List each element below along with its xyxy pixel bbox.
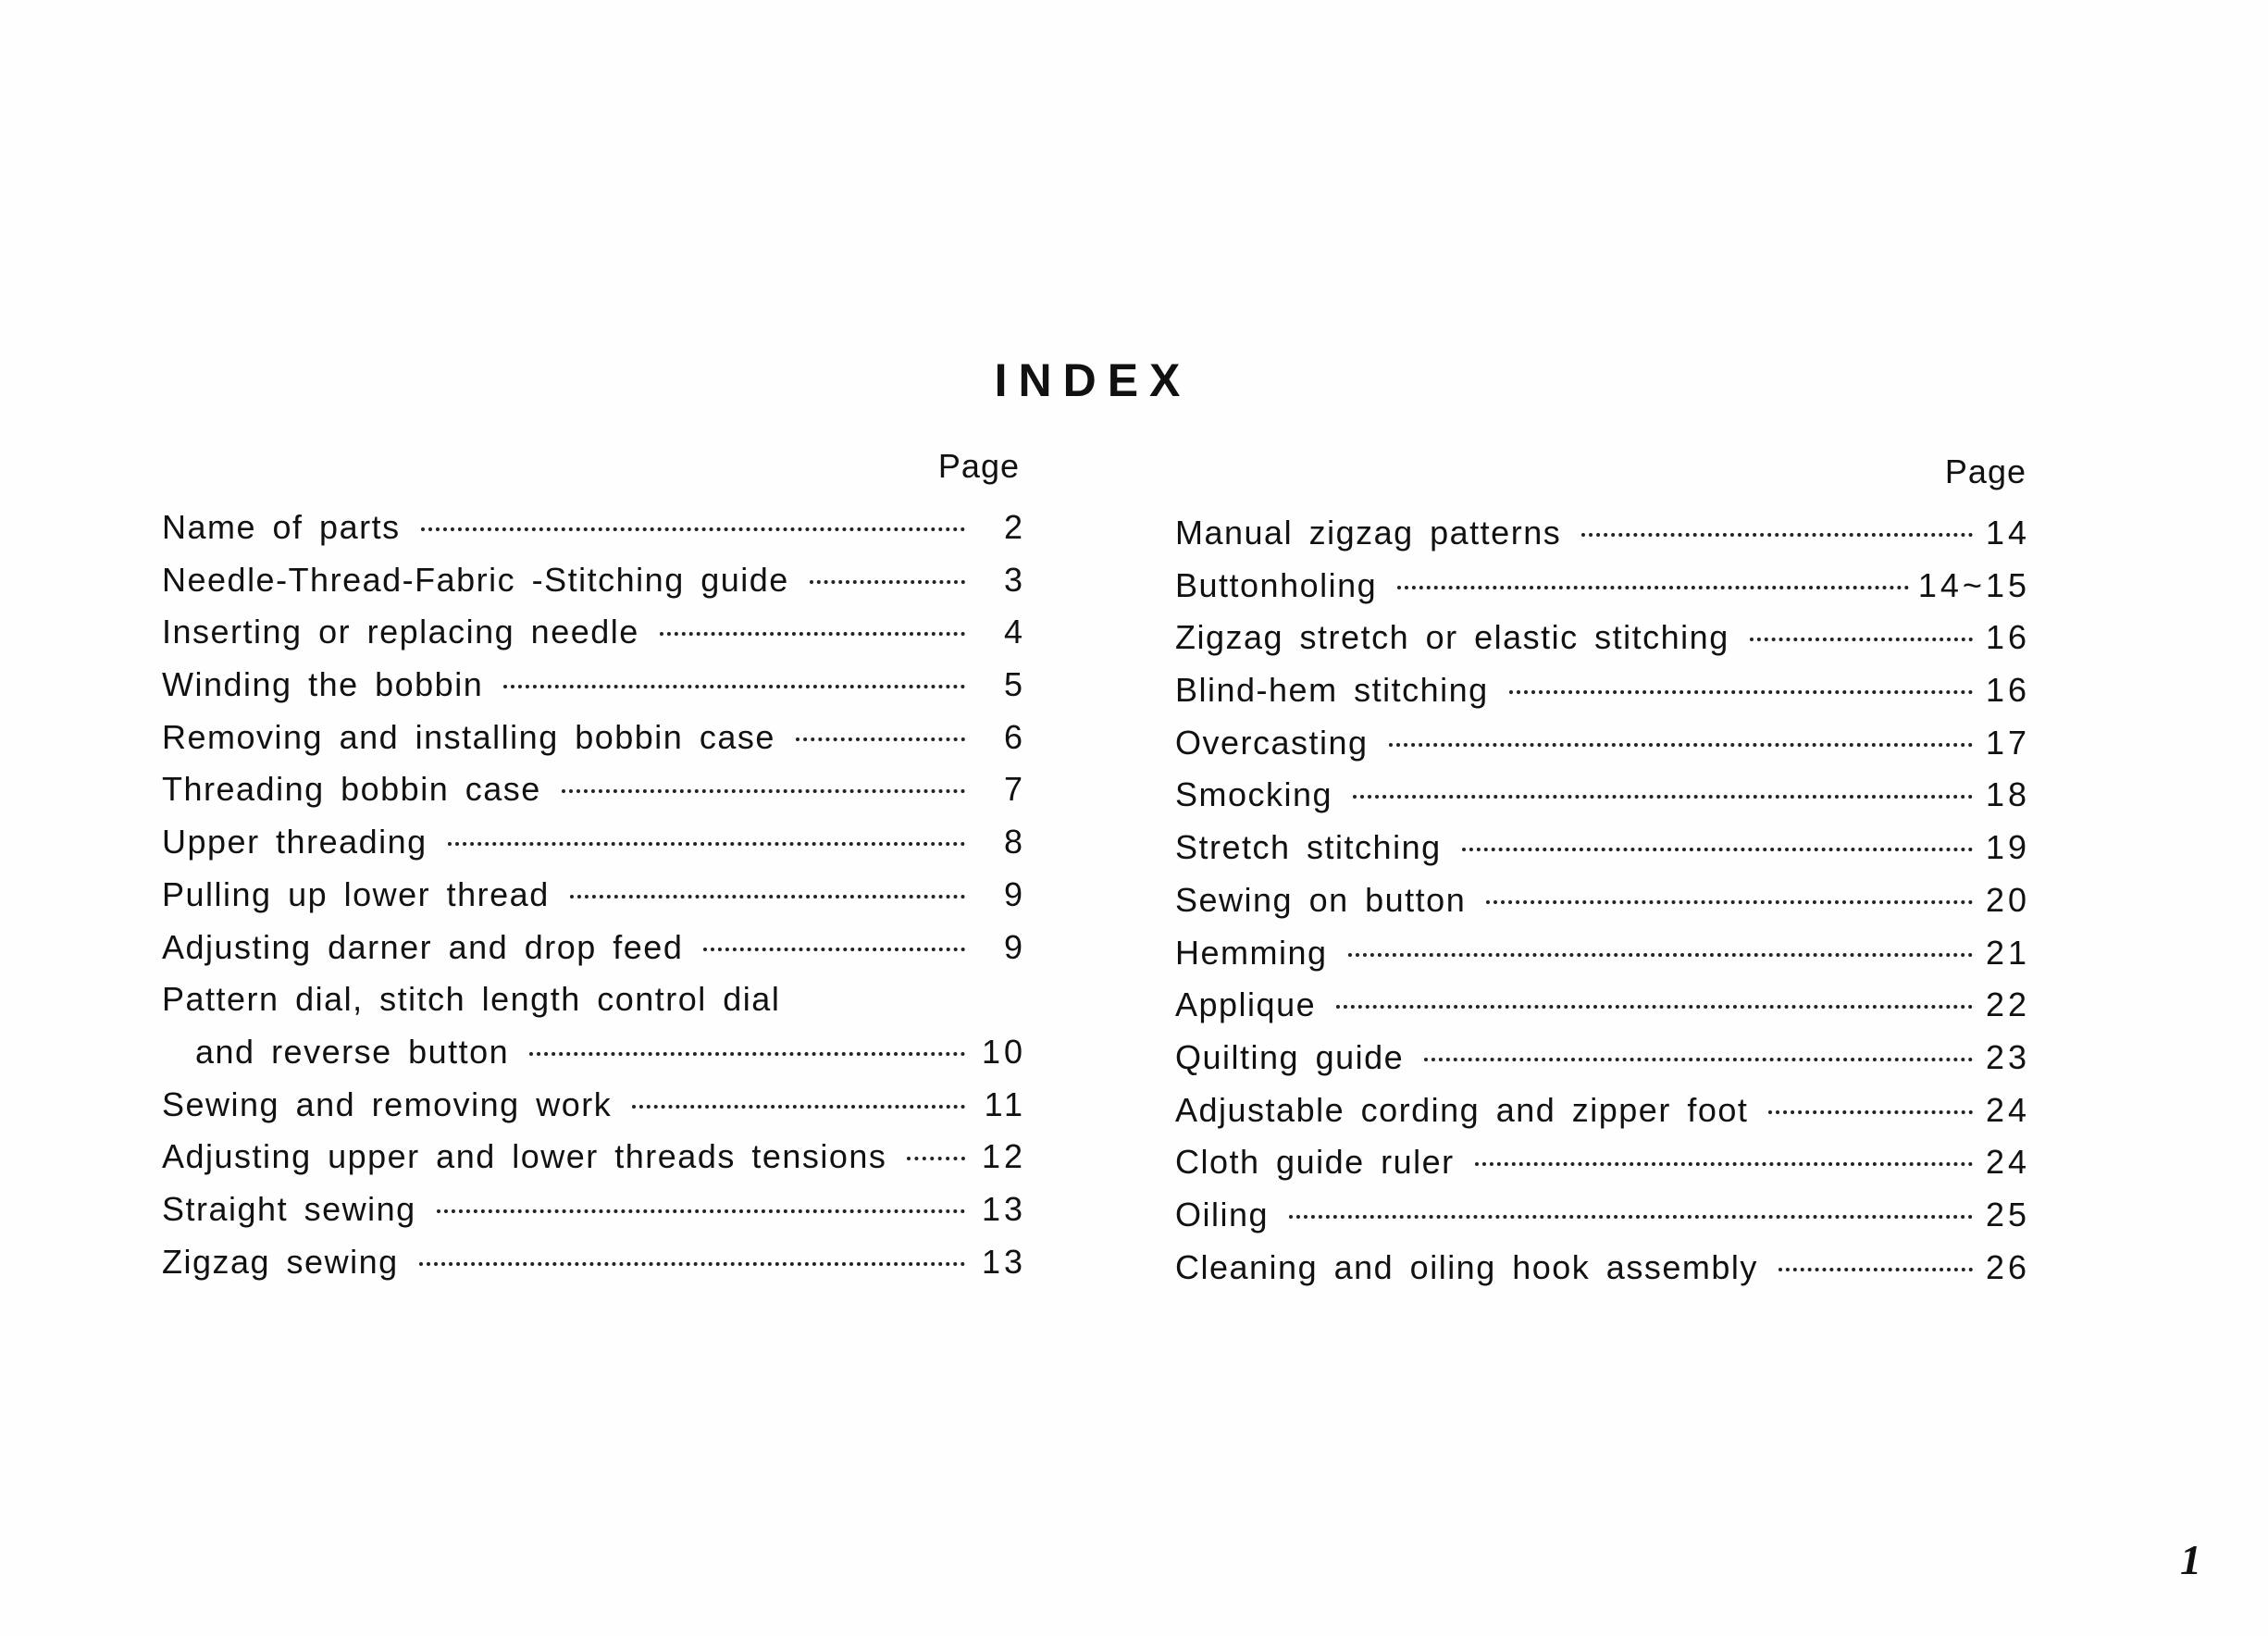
- entry-label: Upper threading: [162, 823, 428, 861]
- page-folio: 1: [2180, 1536, 2201, 1583]
- entry-page: 5: [1003, 665, 1026, 704]
- dot-leader: [437, 1209, 965, 1213]
- index-entry: [1175, 717, 2030, 770]
- index-entry: [162, 554, 1026, 607]
- dot-leader: [1289, 1215, 1973, 1219]
- index-entry: [1175, 979, 2030, 1032]
- entry-label: Quilting guide: [1175, 1037, 1405, 1076]
- dot-leader: [810, 580, 965, 584]
- entry-page: 26: [1985, 1247, 2030, 1286]
- entry-page: 8: [1003, 823, 1026, 861]
- index-entry: [1175, 612, 2030, 664]
- index-entry: [1175, 1189, 2030, 1242]
- index-entry: [1175, 507, 2030, 560]
- entry-page: 23: [1985, 1037, 2030, 1076]
- index-entry: [1175, 1242, 2030, 1295]
- entry-label: Zigzag stretch or elastic stitching: [1175, 618, 1729, 657]
- entry-page: 18: [1985, 775, 2030, 814]
- index-column-right: [1175, 452, 2030, 1294]
- entry-page: 21: [1985, 933, 2030, 972]
- entry-page: 12: [981, 1137, 1026, 1176]
- entry-page: 22: [1985, 985, 2030, 1024]
- index-entry: [1175, 769, 2030, 822]
- entry-page: 3: [1003, 560, 1026, 599]
- entry-page: 11: [984, 1084, 1026, 1123]
- entry-label: Sewing on button: [1175, 880, 1467, 919]
- dot-leader: [703, 948, 965, 951]
- entry-page: 16: [1985, 671, 2030, 710]
- index-entry: [162, 763, 1026, 816]
- entry-label: Cleaning and oiling hook assembly: [1175, 1247, 1758, 1286]
- dot-leader: [529, 1052, 965, 1056]
- entry-label: Stretch stitching: [1175, 828, 1442, 867]
- entry-label: Overcasting: [1175, 723, 1369, 762]
- entry-page: 14~15: [1917, 565, 2030, 604]
- entry-page: 4: [1003, 613, 1026, 651]
- dot-leader: [448, 842, 965, 846]
- index-column-left: [162, 446, 1026, 1288]
- entry-label: Adjustable cording and zipper foot: [1175, 1090, 1749, 1129]
- entry-label: Needle-Thread-Fabric -Stitching guide: [162, 560, 789, 599]
- dot-leader: [1509, 690, 1973, 694]
- entry-label: Pulling up lower thread: [162, 874, 550, 913]
- entry-page: 17: [1985, 723, 2030, 762]
- index-entry: [162, 816, 1026, 869]
- entry-label: Manual zigzag patterns: [1175, 514, 1562, 552]
- index-entry: [162, 869, 1026, 922]
- index-entry: [162, 922, 1026, 974]
- index-entry: [162, 659, 1026, 712]
- dot-leader: [1462, 848, 1973, 851]
- dot-leader: [1336, 1005, 1973, 1009]
- entry-page: 20: [1985, 880, 2030, 919]
- dot-leader: [570, 895, 965, 899]
- entry-page: 6: [1003, 717, 1026, 756]
- dot-leader: [796, 737, 965, 741]
- dot-leader: [419, 1262, 965, 1266]
- entry-page: 19: [1985, 828, 2030, 867]
- entry-page: 2: [1003, 508, 1026, 546]
- dot-leader: [1750, 638, 1973, 641]
- index-entry: [1175, 874, 2030, 927]
- entry-page: 24: [1985, 1090, 2030, 1129]
- entry-label: Winding the bobbin: [162, 665, 484, 704]
- dot-leader: [562, 789, 965, 793]
- dot-leader: [1389, 743, 1973, 747]
- index-entry: [1175, 1136, 2030, 1189]
- dot-leader: [1424, 1058, 1973, 1061]
- index-entry: [162, 1079, 1026, 1132]
- dot-leader: [660, 632, 965, 636]
- dot-leader: [1475, 1162, 1973, 1166]
- entry-label: Sewing and removing work: [162, 1084, 613, 1123]
- index-entry: [1175, 927, 2030, 980]
- index-entry: [1175, 1032, 2030, 1084]
- entry-label: Zigzag sewing: [162, 1242, 399, 1281]
- dot-leader: [1353, 795, 1973, 799]
- entry-page: 24: [1985, 1143, 2030, 1182]
- entry-label: Threading bobbin case: [162, 770, 541, 809]
- dot-leader: [1768, 1110, 1973, 1114]
- index-entry: [162, 502, 1026, 554]
- entry-label: Cloth guide ruler: [1175, 1143, 1455, 1182]
- entry-label: Hemming: [1175, 933, 1328, 972]
- dot-leader: [1778, 1268, 1973, 1271]
- entry-label: Removing and installing bobbin case: [162, 717, 775, 756]
- entry-label: Smocking: [1175, 775, 1333, 814]
- dot-leader: [907, 1157, 965, 1160]
- index-entry: [1175, 822, 2030, 874]
- entry-label: Oiling: [1175, 1195, 1270, 1233]
- dot-leader: [1581, 533, 1973, 537]
- dot-leader: [632, 1105, 965, 1109]
- entry-label: Buttonholing: [1175, 565, 1378, 604]
- dot-leader: [421, 527, 965, 531]
- index-entry: [162, 606, 1026, 659]
- entry-label: Adjusting darner and drop feed: [162, 927, 684, 966]
- entry-label: Straight sewing: [162, 1189, 416, 1228]
- entry-label: Name of parts: [162, 508, 401, 546]
- entry-page: 25: [1985, 1195, 2030, 1233]
- entry-page: 14: [1985, 514, 2030, 552]
- entry-page: 9: [1003, 874, 1026, 913]
- dot-leader: [1397, 586, 1909, 589]
- page-column-header: Page: [1944, 452, 2026, 490]
- dot-leader: [503, 685, 965, 688]
- entry-label: Applique: [1175, 985, 1317, 1024]
- index-entry: [162, 1236, 1026, 1289]
- index-entry: [1175, 1084, 2030, 1137]
- entry-page: 13: [981, 1189, 1026, 1228]
- index-entry: [1175, 664, 2030, 717]
- entry-label: Inserting or replacing needle: [162, 613, 639, 651]
- index-entry: [162, 1184, 1026, 1236]
- entry-label: Pattern dial, stitch length control dial: [162, 980, 781, 1019]
- index-entry: [162, 712, 1026, 764]
- entry-page: 7: [1003, 770, 1026, 809]
- entry-page: 13: [981, 1242, 1026, 1281]
- entry-label: Adjusting upper and lower threads tensions: [162, 1137, 887, 1176]
- entry-label: and reverse button: [195, 1032, 510, 1071]
- page-column-header: Page: [937, 447, 1020, 485]
- entry-page: 9: [1003, 927, 1026, 966]
- dot-leader: [1486, 900, 1973, 904]
- entry-label: Blind-hem stitching: [1175, 671, 1489, 710]
- index-entry: [162, 1026, 1026, 1079]
- entry-page: 16: [1985, 618, 2030, 657]
- dot-leader: [1348, 953, 1973, 957]
- page-title: INDEX: [994, 354, 1192, 406]
- index-entry: [162, 973, 1022, 1026]
- index-entry: [162, 1131, 1026, 1184]
- index-entry: [1175, 560, 2030, 613]
- entry-page: 10: [981, 1032, 1026, 1071]
